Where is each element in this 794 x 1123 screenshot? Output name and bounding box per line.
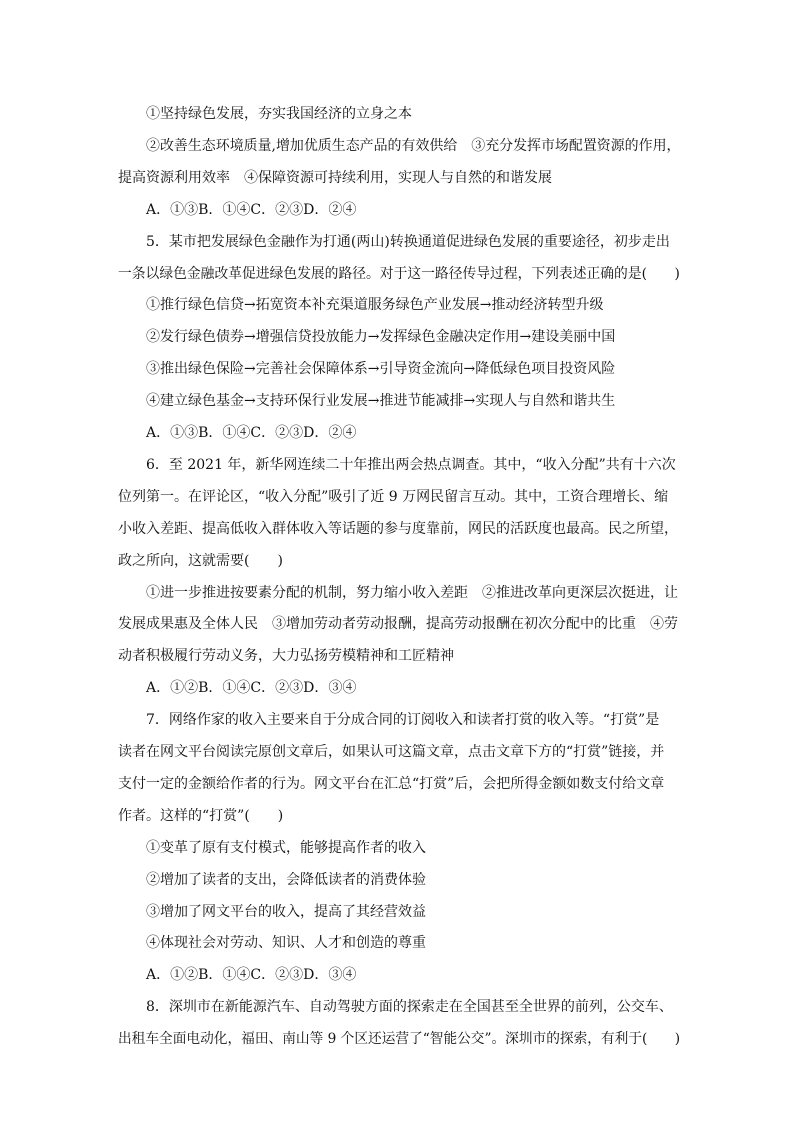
text-line: 8．深圳市在新能源汽车、自动驾驶方面的探索走在全国甚至全世界的前列，公交车、 <box>146 999 673 1016</box>
text-line: ④体现社会对劳动、知识、人才和创造的尊重 <box>146 935 426 952</box>
text-line: ①坚持绿色发展，夯实我国经济的立身之本 <box>146 106 412 122</box>
text-line: 动者积极履行劳动义务，大力弘扬劳模精神和工匠精神 <box>118 648 454 665</box>
text-line: ①进一步推进按要素分配的机制，努力缩小收入差距 ②推进改革向更深层次挺进，让 <box>146 584 678 601</box>
text-line: 出租车全面电动化，福田、南山等 9 个区还运营了“智能公交”。深圳市的探索，有利于( ) <box>118 1031 681 1048</box>
text-line: 读者在网文平台阅读完原创文章后，如果认可这篇文章，点击文章下方的“打赏”链接，并 <box>118 744 665 760</box>
text-line: 作者。这样的“打赏”( ) <box>118 807 284 824</box>
text-line: 提高资源利用效率 ④保障资源可持续利用，实现人与自然的和谐发展 <box>118 169 552 186</box>
text-line: ③增加了网文平台的收入，提高了其经营效益 <box>146 903 426 920</box>
text-line: ②发行绿色债券→增强信贷投放能力→发挥绿色金融决定作用→建设美丽中国 <box>146 329 616 346</box>
text-line: ③推出绿色保险→完善社会保障体系→引导资金流向→降低绿色项目投资风险 <box>146 361 616 378</box>
text-line: ①推行绿色信贷→拓宽资本补充渠道服务绿色产业发展→推动经济转型升级 <box>146 297 604 314</box>
text-line: ②增加了读者的支出，会降低读者的消费体验 <box>146 871 426 888</box>
text-line: 一条以绿色金融改革促进绿色发展的路径。对于这一路径传导过程，下列表述正确的是( ) <box>118 265 680 282</box>
text-line: 支付一定的金额给作者的行为。网文平台在汇总“打赏”后，会把所得金额如数支付给文章 <box>118 775 665 792</box>
text-line: 7．网络作家的收入主要来自于分成合同的订阅收入和读者打赏的收入等。“打赏”是 <box>146 712 660 729</box>
text-line: A．①②B．①④C．②③D．③④ <box>146 680 357 697</box>
text-line: 小收入差距、提高低收入群体收入等话题的参与度靠前，网民的活跃度也最高。民之所望， <box>118 520 678 537</box>
text-line: ②改善生态环境质量,增加优质生态产品的有效供给 ③充分发挥市场配置资源的作用， <box>146 137 681 154</box>
text-line: 发展成果惠及全体人民 ③增加劳动者劳动报酬，提高劳动报酬在初次分配中的比重 ④劳 <box>118 616 678 633</box>
text-line: A．①②B．①④C．②③D．③④ <box>146 967 357 984</box>
text-line: 5．某市把发展绿色金融作为打通(两山)转换通道促进绿色发展的重要途径，初步走出 <box>146 233 670 250</box>
text-line: A．①③B．①④C．②③D．②④ <box>146 201 357 218</box>
text-line: 政之所向，这就需要( ) <box>118 552 283 569</box>
text-line: 6．至 2021 年，新华网连续二十年推出两会热点调查。其中，“收入分配”共有十六次 <box>146 456 676 473</box>
text-line: ①变革了原有支付模式，能够提高作者的收入 <box>146 839 426 856</box>
text-line: 位列第一。在评论区，“收入分配”吸引了近 9 万网民留言互动。其中，工资合理增长、缩 <box>118 488 669 505</box>
text-line: A．①③B．①④C．②③D．②④ <box>146 425 357 441</box>
text-line: ④建立绿色基金→支持环保行业发展→推进节能减排→实现人与自然和谐共生 <box>146 393 616 410</box>
